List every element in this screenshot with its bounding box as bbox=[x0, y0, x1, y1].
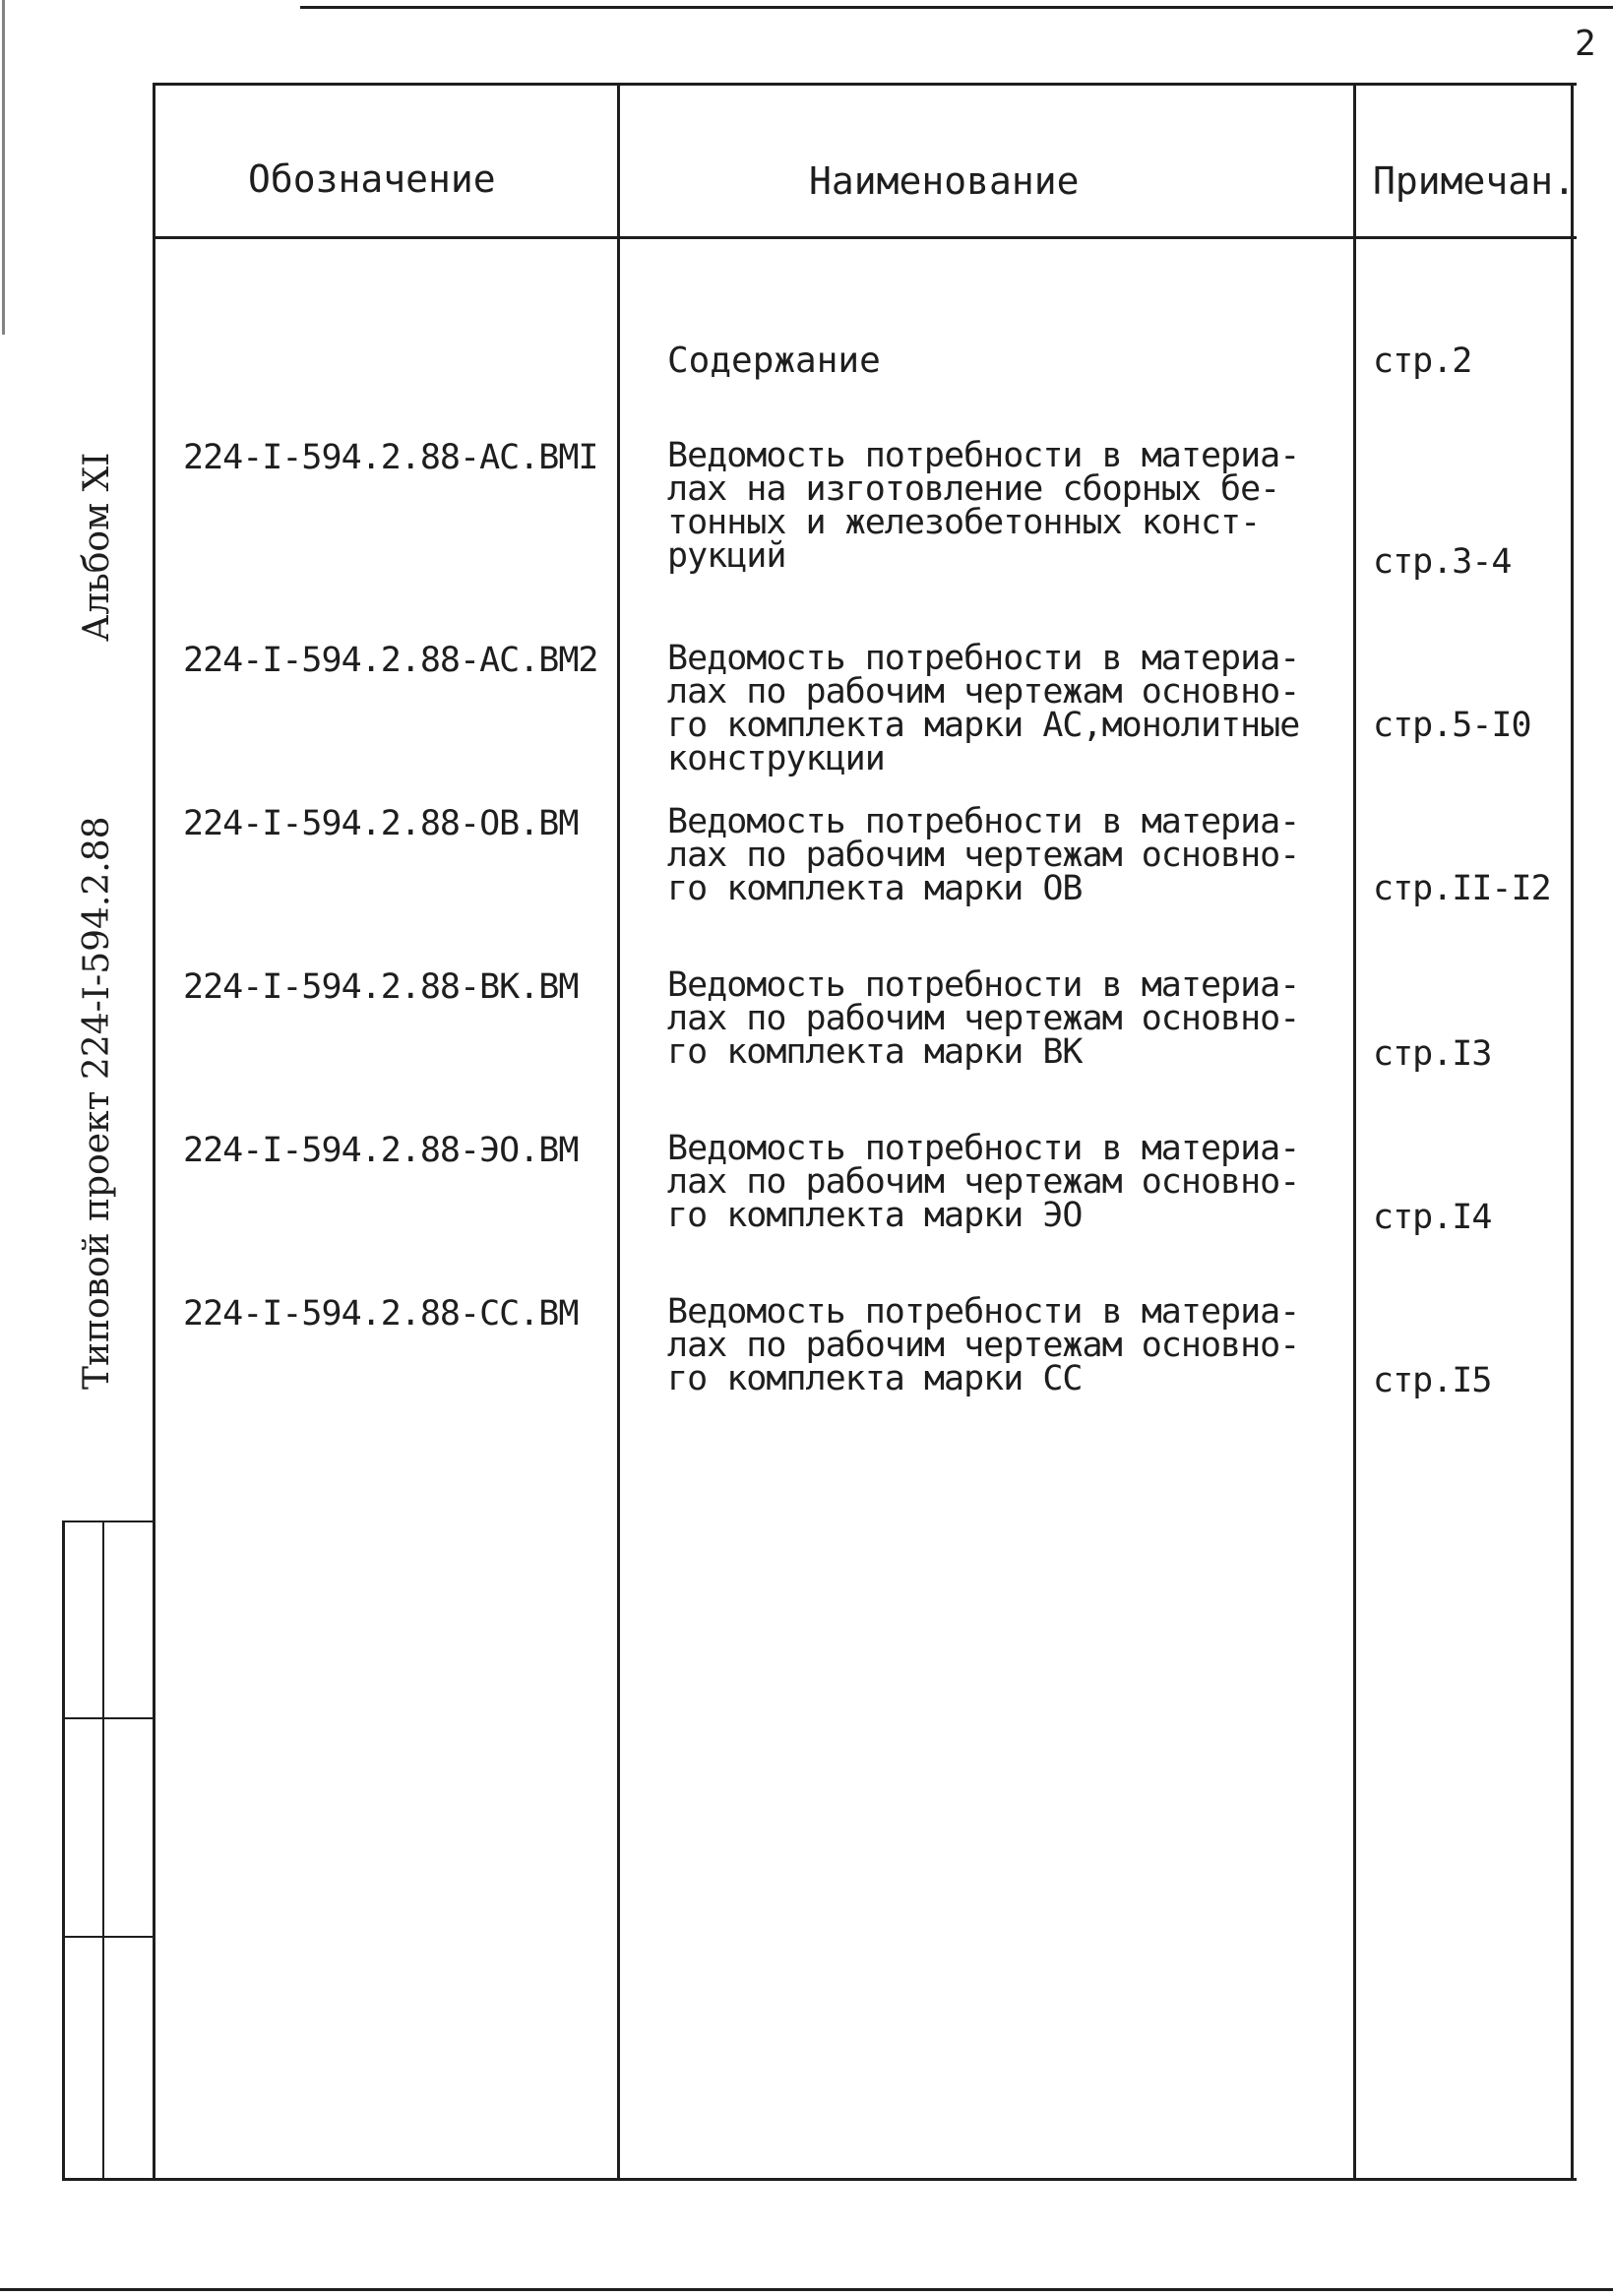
row-3-code: 224-I-594.2.88-ОВ.ВМ bbox=[183, 804, 579, 843]
row-6-name-line: лах по рабочим чертежам основно- bbox=[667, 1326, 1300, 1365]
column-divider-1 bbox=[617, 83, 620, 2181]
row-1-name-line: тонных и железобетонных конст- bbox=[667, 503, 1261, 542]
stamp-row-2 bbox=[62, 1936, 155, 1938]
row-2-code: 224-I-594.2.88-АС.ВМ2 bbox=[183, 641, 598, 680]
bottom-edge-line bbox=[0, 2288, 1613, 2291]
table-right-border bbox=[1571, 83, 1574, 2181]
contents-heading: Содержание bbox=[667, 341, 881, 381]
row-3-note: стр.II-I2 bbox=[1373, 869, 1551, 908]
stamp-top bbox=[62, 1520, 155, 1522]
header-name: Наименование bbox=[809, 159, 1080, 203]
stamp-inner-divider bbox=[102, 1520, 104, 2181]
row-1-name-line: Ведомость потребности в материа- bbox=[667, 436, 1300, 475]
row-6-name-line: Ведомость потребности в материа- bbox=[667, 1292, 1300, 1332]
row-5-note: стр.I4 bbox=[1373, 1198, 1492, 1237]
table-top-border bbox=[154, 83, 1577, 86]
row-4-name-line: лах по рабочим чертежам основно- bbox=[667, 999, 1300, 1038]
row-2-name bbox=[667, 639, 1336, 778]
row-2-name-line: конструкции bbox=[667, 739, 885, 778]
row-2-name-line: лах по рабочим чертежам основно- bbox=[667, 672, 1300, 712]
row-2-name-line: го комплекта марки АС,монолитные bbox=[667, 706, 1300, 745]
stamp-row-1 bbox=[62, 1717, 155, 1719]
contents-page-ref: стр.2 bbox=[1373, 341, 1472, 381]
row-5-name-line: го комплекта марки ЭО bbox=[667, 1196, 1083, 1235]
row-4-name-line: Ведомость потребности в материа- bbox=[667, 965, 1300, 1005]
row-1-name bbox=[667, 436, 1336, 576]
row-6-code: 224-I-594.2.88-СС.ВМ bbox=[183, 1294, 579, 1334]
stamp-outer-left bbox=[62, 1520, 65, 2181]
row-4-code: 224-I-594.2.88-ВК.ВМ bbox=[183, 967, 579, 1007]
column-divider-2 bbox=[1353, 83, 1356, 2181]
row-6-name bbox=[667, 1292, 1336, 1398]
row-1-note: стр.3-4 bbox=[1373, 542, 1512, 582]
row-4-name bbox=[667, 965, 1336, 1072]
row-3-name-line: лах по рабочим чертежам основно- bbox=[667, 836, 1300, 875]
row-4-note: стр.I3 bbox=[1373, 1034, 1492, 1074]
row-1-code: 224-I-594.2.88-АС.ВМI bbox=[183, 438, 598, 477]
row-3-name-line: Ведомость потребности в материа- bbox=[667, 802, 1300, 841]
row-5-name bbox=[667, 1129, 1336, 1235]
row-5-name-line: Ведомость потребности в материа- bbox=[667, 1129, 1300, 1168]
header-designation: Обозначение bbox=[248, 157, 496, 201]
page-number: 2 bbox=[1575, 24, 1596, 64]
row-6-name-line: го комплекта марки СС bbox=[667, 1359, 1083, 1398]
row-3-name bbox=[667, 802, 1336, 908]
row-1-name-line: лах на изготовление сборных бе- bbox=[667, 469, 1280, 509]
row-2-note: стр.5-I0 bbox=[1373, 706, 1531, 745]
row-5-name-line: лах по рабочим чертежам основно- bbox=[667, 1162, 1300, 1202]
row-2-name-line: Ведомость потребности в материа- bbox=[667, 639, 1300, 678]
header-bottom-border bbox=[154, 236, 1577, 239]
row-3-name-line: го комплекта марки ОВ bbox=[667, 869, 1083, 908]
table-left-border bbox=[153, 83, 155, 2181]
row-6-note: стр.I5 bbox=[1373, 1361, 1492, 1400]
left-edge-marks bbox=[2, 0, 5, 335]
top-edge-line bbox=[300, 6, 1613, 9]
album-label: Альбом XI bbox=[77, 452, 117, 642]
project-label: Типовой проект 224-I-594.2.88 bbox=[77, 816, 117, 1390]
row-5-code: 224-I-594.2.88-ЭО.ВМ bbox=[183, 1131, 579, 1170]
row-4-name-line: го комплекта марки ВК bbox=[667, 1032, 1083, 1072]
header-note: Примечан. bbox=[1373, 159, 1576, 203]
table-bottom-border bbox=[63, 2178, 1577, 2181]
row-1-name-line: рукций bbox=[667, 536, 786, 576]
